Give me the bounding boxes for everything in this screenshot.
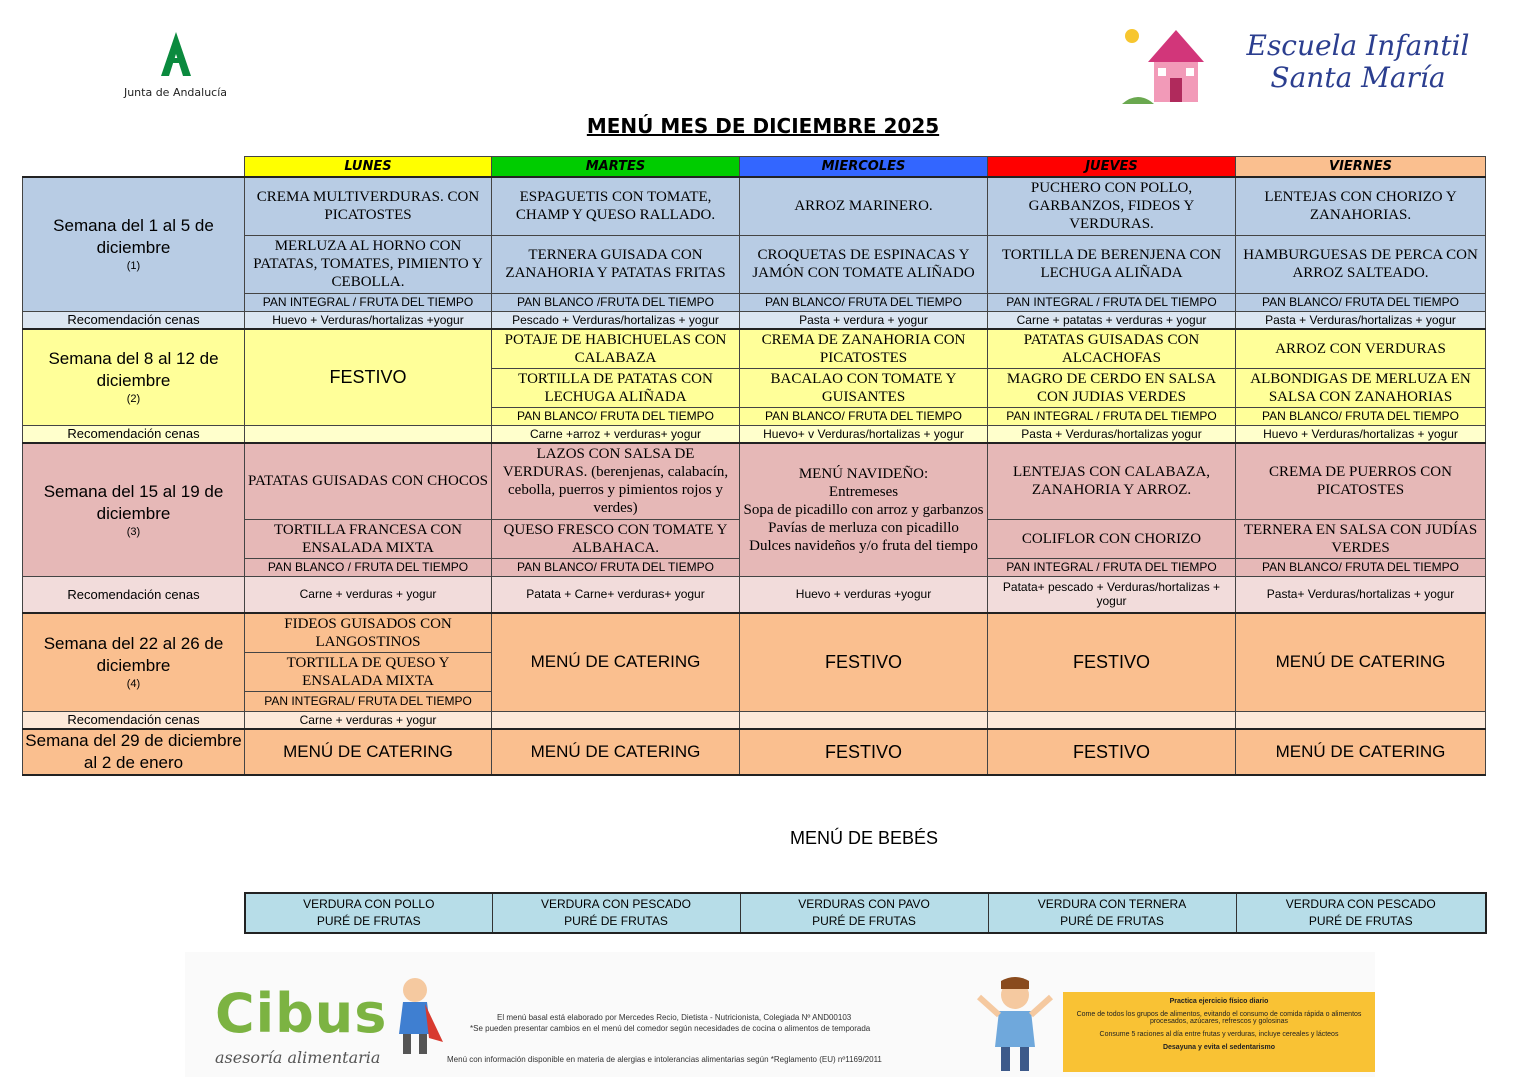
dish-cell: PATATAS GUISADAS CON CHOCOS bbox=[245, 443, 492, 519]
dish-cell: LENTEJAS CON CALABAZA, ZANAHORIA Y ARROZ. bbox=[988, 443, 1236, 519]
dish-cell: BACALAO CON TOMATE Y GUISANTES bbox=[740, 368, 988, 407]
week-4-dinner-row bbox=[23, 711, 1486, 729]
school-logo bbox=[1118, 20, 1488, 108]
bread-cell: PAN BLANCO/ FRUTA DEL TIEMPO bbox=[1236, 293, 1486, 311]
bread-cell: PAN BLANCO/ FRUTA DEL TIEMPO bbox=[1236, 558, 1486, 576]
dish-cell: CREMA DE PUERROS CON PICATOSTES bbox=[1236, 443, 1486, 519]
week-label: Semana del 1 al 5 de diciembre (1) bbox=[23, 177, 245, 311]
bread-cell: PAN BLANCO/ FRUTA DEL TIEMPO bbox=[740, 407, 988, 425]
catering-cell: MENÚ DE CATERING bbox=[492, 613, 740, 711]
dish-cell: MERLUZA AL HORNO CON PATATAS, TOMATES, PIMIENTO Y CEBOLLA. bbox=[245, 235, 492, 293]
day-header: MARTES bbox=[492, 157, 740, 178]
baby-dish-cell: VERDURA CON POLLO PURÉ DE FRUTAS bbox=[245, 893, 492, 933]
catering-cell: MENÚ DE CATERING bbox=[245, 729, 492, 775]
dish-cell: ARROZ MARINERO. bbox=[740, 177, 988, 235]
dinner-cell bbox=[988, 711, 1236, 729]
dish-cell: TERNERA EN SALSA CON JUDÍAS VERDES bbox=[1236, 519, 1486, 558]
day-header-row bbox=[23, 157, 1486, 178]
school-name-line2: Santa María bbox=[1270, 61, 1446, 94]
dish-cell: ARROZ CON VERDURAS bbox=[1236, 329, 1486, 368]
dish-cell: PUCHERO CON POLLO, GARBANZOS, FIDEOS Y VERDURAS. bbox=[988, 177, 1236, 235]
bread-cell: PAN INTEGRAL / FRUTA DEL TIEMPO bbox=[988, 293, 1236, 311]
dinner-cell: Huevo + Verduras/hortalizas +yogur bbox=[245, 311, 492, 329]
holiday-cell: FESTIVO bbox=[988, 729, 1236, 775]
dish-cell: TORTILLA DE BERENJENA CON LECHUGA ALIÑADA bbox=[988, 235, 1236, 293]
dish-cell: CREMA DE ZANAHORIA CON PICATOSTES bbox=[740, 329, 988, 368]
dish-cell: CROQUETAS DE ESPINACAS Y JAMÓN CON TOMATE ALIÑADO bbox=[740, 235, 988, 293]
holiday-cell: FESTIVO bbox=[988, 613, 1236, 711]
baby-dish-cell: VERDURA CON TERNERA PURÉ DE FRUTAS bbox=[988, 893, 1236, 933]
dinner-label: Recomendación cenas bbox=[23, 576, 245, 613]
babies-row bbox=[245, 893, 1486, 933]
baby-dish-cell: VERDURAS CON PAVO PURÉ DE FRUTAS bbox=[740, 893, 988, 933]
health-tips-box: Practica ejercicio físico diario Come de todos los grupos de alimentos, evitando el consumo de comida rápida o alimentos procesados, azúcares, refrescos y golosinas Consume 5 raciones al día entre frutas y verduras, incluye cereales y lácteos Desayuna y evita el sedentarismo bbox=[1063, 992, 1375, 1072]
house-icon bbox=[1118, 20, 1228, 108]
dish-cell: TERNERA GUISADA CON ZANAHORIA Y PATATAS FRITAS bbox=[492, 235, 740, 293]
dinner-cell bbox=[1236, 711, 1486, 729]
day-header: LUNES bbox=[245, 157, 492, 178]
bread-cell: PAN BLANCO / FRUTA DEL TIEMPO bbox=[245, 558, 492, 576]
day-header: MIERCOLES bbox=[740, 157, 988, 178]
catering-cell: MENÚ DE CATERING bbox=[492, 729, 740, 775]
week-5-row bbox=[23, 729, 1486, 775]
dish-cell: FIDEOS GUISADOS CON LANGOSTINOS bbox=[245, 613, 492, 652]
footnote-allergies: Menú con información disponible en materia de alergias e intolerancias alimentarias según *Reglamento (EU) nº1169/2011 bbox=[447, 1055, 882, 1064]
menu-table bbox=[22, 156, 1486, 776]
dish-cell: POTAJE DE HABICHUELAS CON CALABAZA bbox=[492, 329, 740, 368]
week-label: Semana del 29 de diciembre al 2 de enero bbox=[23, 729, 245, 775]
week-4-first-course-row bbox=[23, 613, 1486, 652]
day-header: JUEVES bbox=[988, 157, 1236, 178]
dish-cell: HAMBURGUESAS DE PERCA CON ARROZ SALTEADO. bbox=[1236, 235, 1486, 293]
dinner-cell: Carne +arroz + verduras+ yogur bbox=[492, 425, 740, 443]
dinner-label: Recomendación cenas bbox=[23, 311, 245, 329]
junta-label: Junta de Andalucía bbox=[123, 86, 228, 99]
week-label: Semana del 22 al 26 de diciembre (4) bbox=[23, 613, 245, 711]
babies-menu-table bbox=[244, 892, 1487, 934]
dish-cell: LAZOS CON SALSA DE VERDURAS. (berenjenas, calabacín, cebolla, puerros y pimientos rojos y verdes) bbox=[492, 443, 740, 519]
dish-cell: TORTILLA DE QUESO Y ENSALADA MIXTA bbox=[245, 652, 492, 691]
week-2-dinner-row bbox=[23, 425, 1486, 443]
dinner-label: Recomendación cenas bbox=[23, 425, 245, 443]
dish-cell: TORTILLA DE PATATAS CON LECHUGA ALIÑADA bbox=[492, 368, 740, 407]
week-label: Semana del 15 al 19 de diciembre (3) bbox=[23, 443, 245, 576]
dinner-cell: Patata + Carne+ verduras+ yogur bbox=[492, 576, 740, 613]
bread-cell: PAN BLANCO/ FRUTA DEL TIEMPO bbox=[740, 293, 988, 311]
school-name-line1: Escuela Infantil bbox=[1246, 29, 1470, 62]
bread-cell: PAN INTEGRAL / FRUTA DEL TIEMPO bbox=[988, 407, 1236, 425]
day-header: VIERNES bbox=[1236, 157, 1486, 178]
dish-cell: TORTILLA FRANCESA CON ENSALADA MIXTA bbox=[245, 519, 492, 558]
dinner-cell: Carne + verduras + yogur bbox=[245, 711, 492, 729]
junta-de-andalucia-logo bbox=[118, 28, 233, 98]
dish-cell: CREMA MULTIVERDURAS. CON PICATOSTES bbox=[245, 177, 492, 235]
dinner-cell: Patata+ pescado + Verduras/hortalizas + yogur bbox=[988, 576, 1236, 613]
week-1-first-course-row bbox=[23, 177, 1486, 235]
baby-dish-cell: VERDURA CON PESCADO PURÉ DE FRUTAS bbox=[492, 893, 740, 933]
bread-cell: PAN INTEGRAL / FRUTA DEL TIEMPO bbox=[988, 558, 1236, 576]
dish-cell: PATATAS GUISADAS CON ALCACHOFAS bbox=[988, 329, 1236, 368]
dinner-cell: Pasta + verdura + yogur bbox=[740, 311, 988, 329]
dinner-label: Recomendación cenas bbox=[23, 711, 245, 729]
dinner-cell: Pasta+ Verduras/hortalizas + yogur bbox=[1236, 576, 1486, 613]
holiday-cell: FESTIVO bbox=[740, 729, 988, 775]
dish-cell: MAGRO DE CERDO EN SALSA CON JUDIAS VERDES bbox=[988, 368, 1236, 407]
footnote-changes: *Se pueden presentar cambios en el menú del comedor según necesidades de cocina o alimentos de temporada bbox=[470, 1024, 871, 1033]
superhero-kid-icon bbox=[385, 972, 445, 1062]
bread-cell: PAN BLANCO /FRUTA DEL TIEMPO bbox=[492, 293, 740, 311]
dinner-cell: Pescado + Verduras/hortalizas + yogur bbox=[492, 311, 740, 329]
catering-cell: MENÚ DE CATERING bbox=[1236, 613, 1486, 711]
week-2-first-course-row bbox=[23, 329, 1486, 368]
dinner-cell bbox=[245, 425, 492, 443]
holiday-cell: FESTIVO bbox=[245, 329, 492, 425]
week-1-dinner-row bbox=[23, 311, 1486, 329]
baby-dish-cell: VERDURA CON PESCADO PURÉ DE FRUTAS bbox=[1236, 893, 1486, 933]
christmas-menu-cell: MENÚ NAVIDEÑO: Entremeses Sopa de picadillo con arroz y garbanzos Pavías de merluza con picadillo Dulces navideños y/o fruta del tiempo bbox=[740, 443, 988, 576]
dinner-cell bbox=[740, 711, 988, 729]
babies-menu-title: MENÚ DE BEBÉS bbox=[790, 828, 939, 848]
bread-cell: PAN INTEGRAL / FRUTA DEL TIEMPO bbox=[245, 293, 492, 311]
dinner-cell: Pasta + Verduras/hortalizas yogur bbox=[988, 425, 1236, 443]
catering-cell: MENÚ DE CATERING bbox=[1236, 729, 1486, 775]
bread-cell: PAN BLANCO/ FRUTA DEL TIEMPO bbox=[492, 407, 740, 425]
week-label: Semana del 8 al 12 de diciembre (2) bbox=[23, 329, 245, 425]
happy-kid-icon bbox=[975, 977, 1055, 1077]
dinner-cell bbox=[492, 711, 740, 729]
bread-cell: PAN BLANCO/ FRUTA DEL TIEMPO bbox=[492, 558, 740, 576]
dish-cell: ESPAGUETIS CON TOMATE, CHAMP Y QUESO RALLADO. bbox=[492, 177, 740, 235]
footnote-dietitian: El menú basal está elaborado por Mercedes Recio, Dietista - Nutricionista, Colegiada Nº AND00103 bbox=[497, 1013, 852, 1022]
dish-cell: ALBONDIGAS DE MERLUZA EN SALSA CON ZANAHORIAS bbox=[1236, 368, 1486, 407]
bread-cell: PAN INTEGRAL/ FRUTA DEL TIEMPO bbox=[245, 691, 492, 711]
cibus-tagline: asesoría alimentaria bbox=[215, 1048, 381, 1067]
holiday-cell: FESTIVO bbox=[740, 613, 988, 711]
dish-cell: LENTEJAS CON CHORIZO Y ZANAHORIAS. bbox=[1236, 177, 1486, 235]
footer-banner bbox=[185, 952, 1375, 1077]
dinner-cell: Carne + patatas + verduras + yogur bbox=[988, 311, 1236, 329]
dinner-cell: Carne + verduras + yogur bbox=[245, 576, 492, 613]
dish-cell: COLIFLOR CON CHORIZO bbox=[988, 519, 1236, 558]
dish-cell: QUESO FRESCO CON TOMATE Y ALBAHACA. bbox=[492, 519, 740, 558]
dinner-cell: Huevo + Verduras/hortalizas + yogur bbox=[1236, 425, 1486, 443]
dinner-cell: Huevo + verduras +yogur bbox=[740, 576, 988, 613]
week-3-dinner-row bbox=[23, 576, 1486, 613]
dinner-cell: Pasta + Verduras/hortalizas + yogur bbox=[1236, 311, 1486, 329]
page-title: MENÚ MES DE DICIEMBRE 2025 bbox=[586, 114, 940, 138]
dinner-cell: Huevo+ v Verduras/hortalizas + yogur bbox=[740, 425, 988, 443]
junta-logo-icon bbox=[141, 28, 211, 78]
week-3-first-course-row bbox=[23, 443, 1486, 519]
bread-cell: PAN BLANCO/ FRUTA DEL TIEMPO bbox=[1236, 407, 1486, 425]
cibus-logo: Cibus bbox=[215, 982, 388, 1045]
